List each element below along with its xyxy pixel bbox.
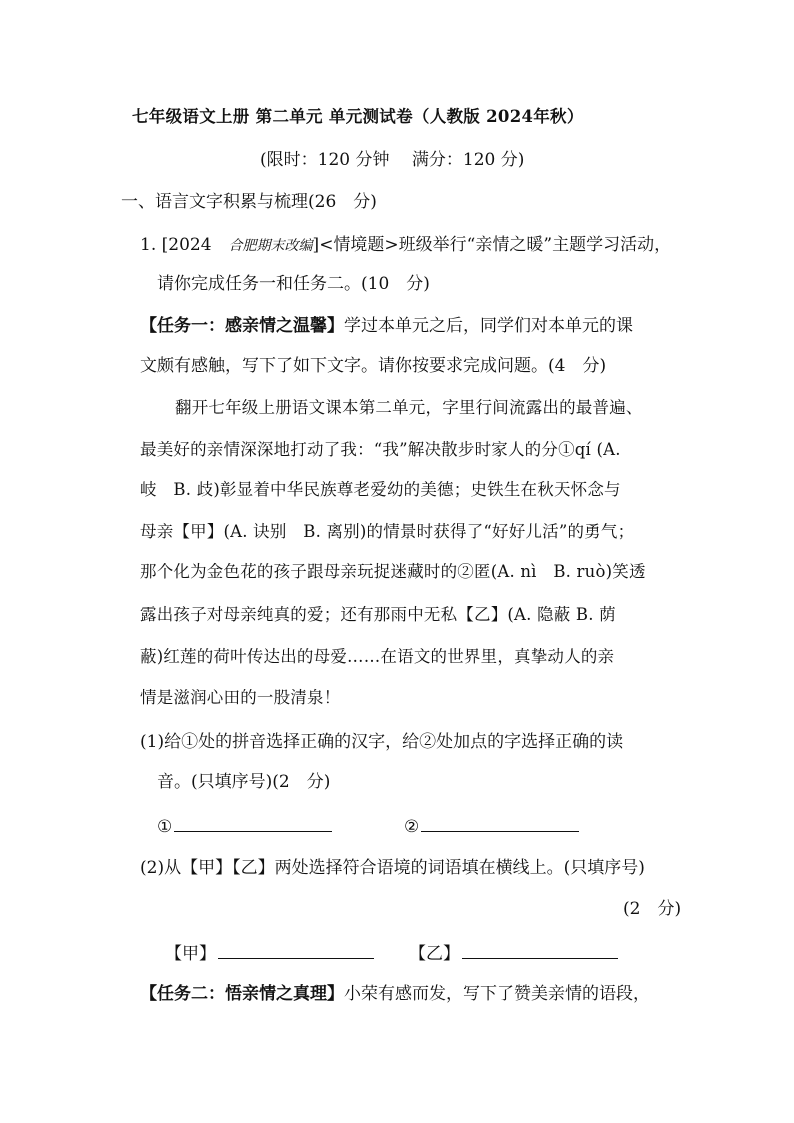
task-2-text: 小荣有感而发，写下了赞美亲情的语段， — [344, 984, 650, 1004]
answer-line[interactable] — [174, 813, 332, 832]
answer-blank-jia — [165, 940, 374, 966]
time-score-limit: (限时：120 分钟 满分：120 分) — [260, 150, 525, 170]
answer-line[interactable] — [421, 813, 579, 832]
subquestion-1-line-2: 音。(只填序号)(2 分) — [157, 772, 331, 792]
question-1-line-1 — [140, 233, 671, 258]
task-2-line-1 — [140, 982, 650, 1006]
section-heading: 一、语言文字积累与梳理(26 分) — [121, 192, 377, 212]
task-1-text: 学过本单元之后，同学们对本单元的课 — [344, 316, 633, 336]
blank-label: 【乙】 — [409, 944, 460, 964]
task-1-label: 【任务一：感亲情之温馨】 — [140, 316, 344, 336]
task-2-label: 【任务二：悟亲情之真理】 — [140, 984, 344, 1004]
passage-line: 翻开七年级上册语文课本第二单元，字里行间流露出的最普遍、 — [175, 398, 643, 417]
subquestion-2-score: (2 分) — [623, 899, 682, 919]
passage-line: 最美好的亲情深深地打动了我：“我”解决散步时家人的分①qí (A. — [140, 440, 621, 459]
blank-label: ② — [404, 817, 420, 837]
answer-blank-2 — [404, 813, 579, 839]
passage-line: 情是滋润心田的一股清泉！ — [140, 688, 341, 707]
source-close: ] — [312, 235, 320, 255]
page-title: 七年级语文上册 第二单元 单元测试卷（人教版 2024年秋） — [132, 107, 584, 126]
task-1-line-2: 文颇有感触，写下了如下文字。请你按要求完成问题。(4 分) — [140, 356, 607, 376]
answer-line[interactable] — [462, 940, 618, 959]
question-number: 1. — [140, 235, 157, 255]
question-1-text: 班级举行“亲情之暖”主题学习活动， — [398, 235, 672, 255]
subquestion-2-line-1: (2)从【甲】【乙】两处选择符合语境的词语填在横线上。(只填序号) — [140, 858, 645, 878]
passage-line: 岐 B. 歧)彰显着中华民族尊老爱幼的美德；史铁生在秋天怀念与 — [140, 480, 621, 499]
passage-line: 蔽)红莲的荷叶传达出的母爱……在语文的世界里，真挚动人的亲 — [140, 647, 615, 666]
source-open: [2024 — [161, 235, 229, 255]
question-source: 合肥期末改编 — [228, 238, 313, 254]
question-tag: <情境题> — [319, 235, 399, 255]
question-1-line-2: 请你完成任务一和任务二。(10 分) — [157, 274, 430, 294]
answer-blank-1 — [157, 813, 332, 839]
blank-label: 【甲】 — [165, 944, 216, 964]
passage-line: 露出孩子对母亲纯真的爱；还有那雨中无私【乙】(A. 隐蔽 B. 荫 — [140, 605, 616, 624]
blank-label: ① — [157, 817, 173, 837]
subquestion-1-line-1: (1)给①处的拼音选择正确的汉字，给②处加点的字选择正确的读 — [140, 732, 624, 752]
task-1-line-1 — [140, 314, 633, 338]
answer-line[interactable] — [218, 940, 374, 959]
passage-line: 母亲【甲】(A. 诀别 B. 离别)的情景时获得了“好好儿活”的勇气； — [140, 522, 635, 541]
passage-line: 那个化为金色花的孩子跟母亲玩捉迷藏时的②匿(A. nì B. ruò)笑透 — [140, 562, 646, 581]
answer-blank-yi — [409, 940, 618, 966]
